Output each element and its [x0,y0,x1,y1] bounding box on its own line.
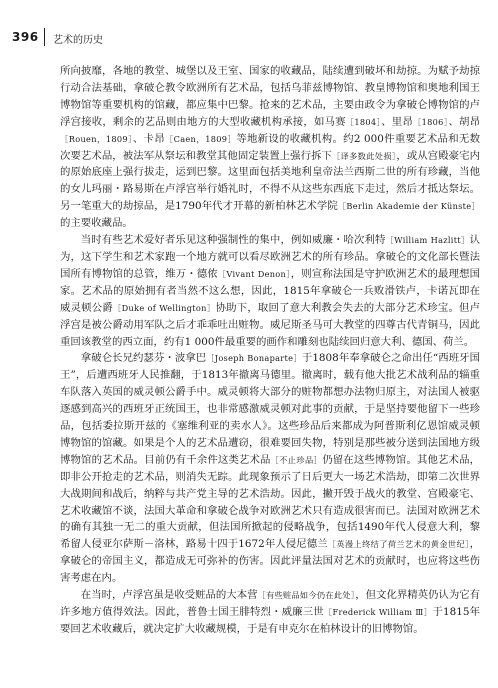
bracket-note: ［译多数此处损］ [332,150,397,161]
text-run: 的主要收藏品。 [60,217,133,230]
text-run: 所向披靡，各地的教堂、城堡以及王室、国家的收藏品，陆续遭到破坏和劫掠。为赋予劫掠行动合法基础，拿破仑教令欧洲所有艺术品，包括乌菲兹博物馆、教皇博物馆和奥地利国王博物馆等重要机构的馆藏，都应集中巴黎。抢来的艺术品，主要由政令为拿破仑博物馆的卢浮宫接收，剩余的艺品则由地方的大型收藏机构承接，如马赛 [60,65,480,128]
text-run: 在当时，卢浮宫虽是收受赃品的大本营 [80,589,258,602]
text-run: ，或从宫殿豪宅内的原始底座上强行拔走，运到巴黎。这里面包括美地利皇帝法兰西斯二世的所有珍藏，当他的女儿玛丽・路易斯在卢浮宫举行婚礼时，不得不从这些东西底下走过，然后才抵达祭坛。另一笔重大的劫掠品，是1790年代才开幕的新柏林艺术学院 [60,149,480,213]
bracket-note: ［Berlin Akademie der Künste］ [337,201,480,212]
text-run: ，则宣称法国是守护欧洲艺术的最理想国家。艺术品的原始拥有者当然不这么想，因此，1815年拿破仑一兵败滑铁卢，卡诺瓦即在威灵顿公爵 [60,267,481,314]
header-divider [44,28,45,46]
text-run: 仍留在这些博物馆。其他艺术品，即非公开抢走的艺术品，则消失无踪。此现象预示了日后更大一场艺术浩劫，即第二次世界大战期间和战后，纳粹与共产党主导的艺术浩劫。因此，撇开毁于战火的教堂、宫殿豪宅、艺术收藏馆不谈，法国大革命和拿破仑战争对欧洲艺术只有造成很害而已。法国对欧洲艺术的确有其独一无二的重大贡献，但法国所掀起的侵略战争，包括1490年代人侵意大利，黎希留人侵亚尔萨斯－洛林，路易十四于1672年人侵尼德兰 [60,453,480,551]
paragraph [60,350,480,587]
text-run: 认为，这下学生和艺术家跑一个地方就可以看尽欧洲艺术的所有珍品。拿破仑的文化部长暨法国所有博物馆的总管，维万・德侬 [60,234,480,280]
bracket-note: ［1804］ [345,116,382,127]
text-run: 拿破仑长兄约瑟芬・波拿巴 [80,352,207,365]
text-run: 、里昂 [381,115,413,128]
text-run: 协助下，取回了意大利教会失去的大部分艺术珍宝。但卢浮宫是被公爵动用军队之后才乖乖吐出赃物。威尼斯圣马可大教堂的四尊古代青铜马，因此重回该教堂的西立面，约有1 000件最重要的画作和雕刻也陆续回归意大利、德国、荷兰。 [60,301,481,348]
body-text [60,63,480,638]
running-title: 艺术的历史 [53,35,103,46]
bracket-note: ［Frederick William Ⅲ］ [323,607,433,617]
bracket-note: ［1806］ [412,116,449,127]
bracket-note: ［Vivant Denon］ [217,268,291,279]
paragraph [60,587,480,638]
bracket-note: ［有些赃品如今仍在此处］ [257,590,356,601]
text-run: ，但文化界精英仍认为它有许多地方值得效法。因此，普鲁士国王腓特烈・威廉三世 [60,589,480,618]
paragraph [60,232,480,350]
text-run: 于1815年要回艺术收藏后，就决定扩大收藏规模，于是有申克尔在柏林设计的旧博物馆。 [60,606,480,635]
bracket-note: ［Joseph Bonaparte］ [206,353,302,364]
text-run: 于1808年奉拿破仑之命出任“西班牙国王”，后遭西班牙人民推翻，于1813年撤离马德里。撤离时，载有他大批艺术战利品的辎重车队落入英国的威灵顿公爵手中。威灵顿将大部分的赃物都想办法物归原主，对法国人被驱逐感到高兴的西班牙正统国王，也非常感激威灵顿对此事的贡献，于是坚持要他留下一些珍品，包括委拉斯开兹的《塞维利亚的卖水人》。这些珍品后来都成为阿普斯利亿恩馆威灵顿博物馆的馆藏。如果是个人的艺术品遭窃，很难要回失物，特别是那些被分送到法国地方级博物馆的艺术品。目前仍有千余件这类艺术品 [60,352,480,466]
bracket-note: ［不止珍品］ [270,454,323,465]
paragraph [60,63,480,232]
text-run: 等地新设的收藏机构。约2 000件重要艺术品和无数次要艺术品，被法军从祭坛和教堂其他固定装置上强行拆下 [60,132,480,162]
bracket-note: ［英漫上终结了荷兰艺术的黄金世纪］ [327,539,470,550]
text-run: 、卡昂 [132,132,165,145]
page-header [0,26,498,46]
bracket-note: ［Caen，1809］ [164,133,237,144]
text-run: 、胡昂 [448,115,481,128]
page-number: 396 [12,30,39,44]
text-run: ，拿破仑的帝国主义，都造成无可弥补的伤害。因此评量法国对艺术的贡献时，也应将这些伤害考虑在内。 [60,538,480,585]
bracket-note: ［Duke of Wellington］ [112,302,216,313]
bracket-note: ［William Hazlitt］ [385,235,470,246]
text-run: 当时有些艺术爱好者乐见这种强制性的集中，例如威廉・哈次利特 [80,234,386,247]
bracket-note: ［Rouen，1809］ [60,133,133,144]
